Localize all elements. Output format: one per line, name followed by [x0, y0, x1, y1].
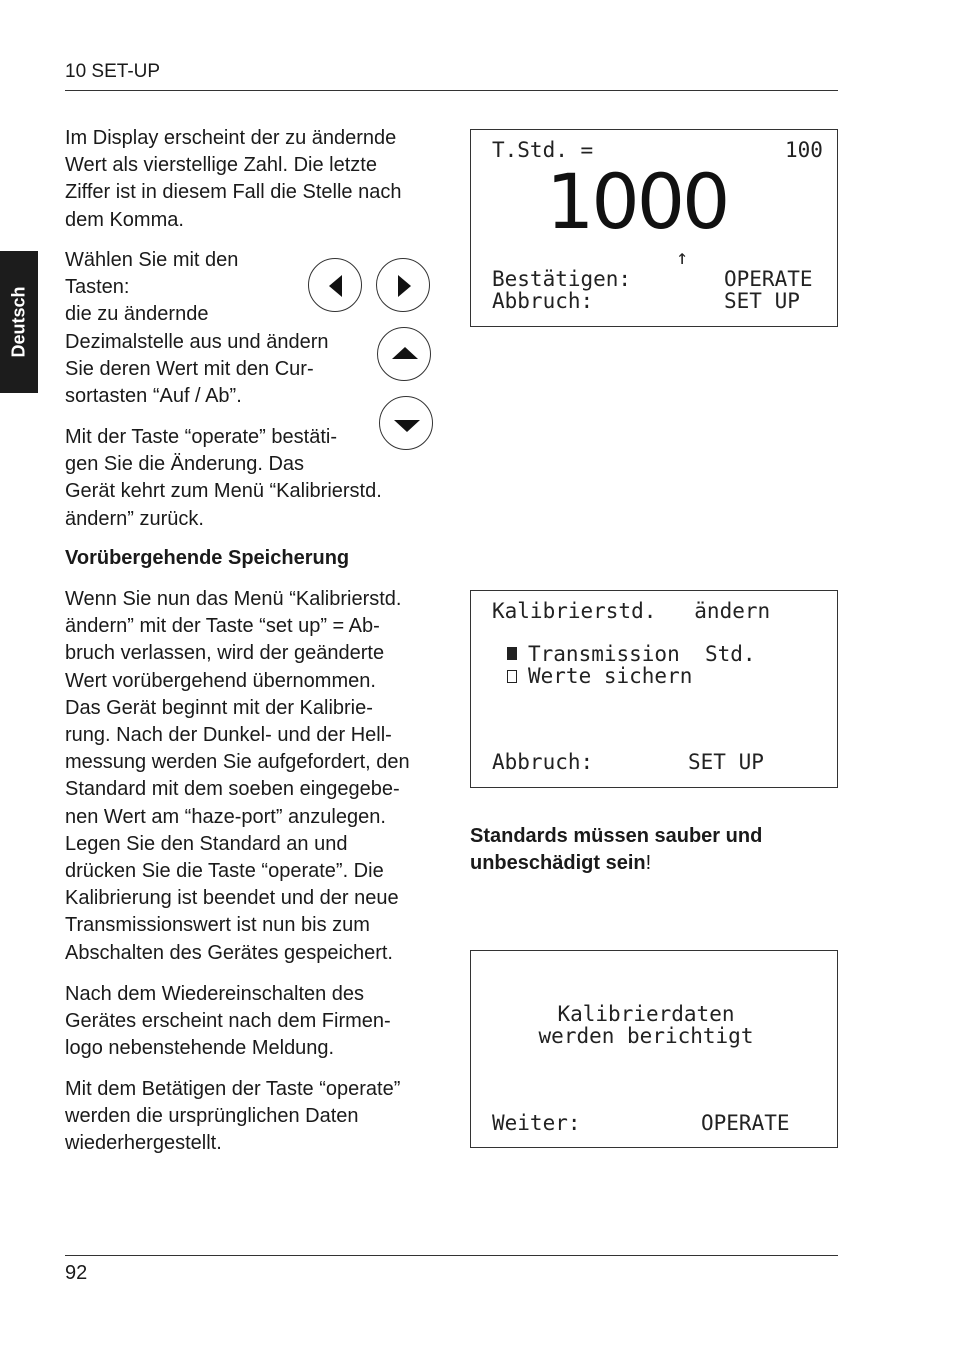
selected-checkbox-icon: [507, 647, 517, 660]
standards-note: [470, 823, 838, 877]
display-confirm-label: Bestätigen:: [492, 267, 632, 291]
para-confirm-operate: Mit der Taste “operate” bestäti- gen Sie die Änderung. Das Gerät kehrt zum Menü “Kalibrierstd. ändern” zurück.: [65, 426, 382, 530]
menu-item-save-values: Werte sichern: [528, 664, 693, 688]
display-message-line2: werden berichtigt: [538, 1024, 754, 1048]
menu-item-transmission: Transmission Std.: [528, 642, 756, 666]
display-confirm-key: OPERATE: [724, 267, 813, 291]
empty-checkbox-icon: [507, 670, 517, 683]
display-max-value: 100: [785, 138, 823, 162]
para-select-digit: Wählen Sie mit den Tasten: die zu ändernde Dezimalstelle aus und ändern Sie deren Wert mit den Cur- sortasten “Auf / Ab”.: [65, 249, 329, 408]
arrow-up-button[interactable]: [377, 327, 431, 381]
display-calibration-corrected: [470, 950, 838, 1148]
para-restore-data: Mit dem Betätigen der Taste “operate” werden die ursprünglichen Daten wiederhergestellt.: [65, 1078, 401, 1155]
arrow-down-icon: [380, 397, 434, 451]
arrow-left-icon: [309, 259, 363, 313]
display-message-line1: Kalibrierdaten: [557, 1002, 735, 1026]
display-cancel-key: SET UP: [688, 750, 764, 774]
arrow-right-button[interactable]: [376, 258, 430, 312]
subheading-temporary-storage: Vorübergehende Speicherung: [65, 547, 350, 569]
header-rule: [65, 90, 838, 91]
display-cancel-key: SET UP: [724, 289, 800, 313]
para-display-intro: Im Display erscheint der zu ändernde Wert als vierstellige Zahl. Die letzte Ziffer ist in diesem Fall die Stelle nach dem Komma.: [65, 127, 402, 231]
display-cancel-label: Abbruch:: [492, 750, 594, 774]
standards-note-bold: Standards müssen sauber und unbeschädigt sein: [470, 825, 763, 875]
page-header-title: 10 SET-UP: [65, 61, 161, 82]
footer-rule: [65, 1255, 838, 1256]
display-cancel-label: Abbruch:: [492, 289, 594, 313]
para-temporary-storage: Wenn Sie nun das Menü “Kalibrierstd. ändern” mit der Taste “set up” = Ab- bruch verlassen, wird der geänderte Wert vorübergehend übernommen. Das Gerät beginnt mit der Kalibrie- rung. Nach der Dunkel- und der Hell- messung werden Sie aufgefordert, den Standard mit dem soeben eingegebe- nen Wert am “haze-port” anzulegen. Legen Sie den Standard an und drücken Sie die Taste “operate”. Die Kalibrierung ist beendet und der neue Transmissionswert ist nun bis zum Abschalten des Gerätes gespeichert.: [65, 588, 410, 964]
page-number: 92: [65, 1262, 88, 1284]
para-restart-message: Nach dem Wiedereinschalten des Gerätes erscheint nach dem Firmen- logo nebenstehende Meldung.: [65, 983, 391, 1060]
display-big-value: 1000: [546, 157, 728, 246]
display-label-tstd: T.Std. =: [492, 138, 594, 162]
display-standard-value: [470, 129, 838, 327]
arrow-right-icon: [377, 259, 431, 313]
arrow-down-button[interactable]: [379, 396, 433, 450]
display-menu-title: Kalibrierstd. ändern: [492, 599, 771, 623]
arrow-left-button[interactable]: [308, 258, 362, 312]
display-next-label: Weiter:: [492, 1111, 581, 1135]
display-next-key: OPERATE: [701, 1111, 790, 1135]
display-calibration-menu: [470, 590, 838, 788]
standards-note-end: !: [645, 852, 652, 875]
language-tab-label: Deutsch: [8, 286, 29, 358]
digit-cursor-icon: ↑: [676, 245, 689, 269]
language-tab: [0, 251, 38, 393]
arrow-up-icon: [378, 328, 432, 382]
